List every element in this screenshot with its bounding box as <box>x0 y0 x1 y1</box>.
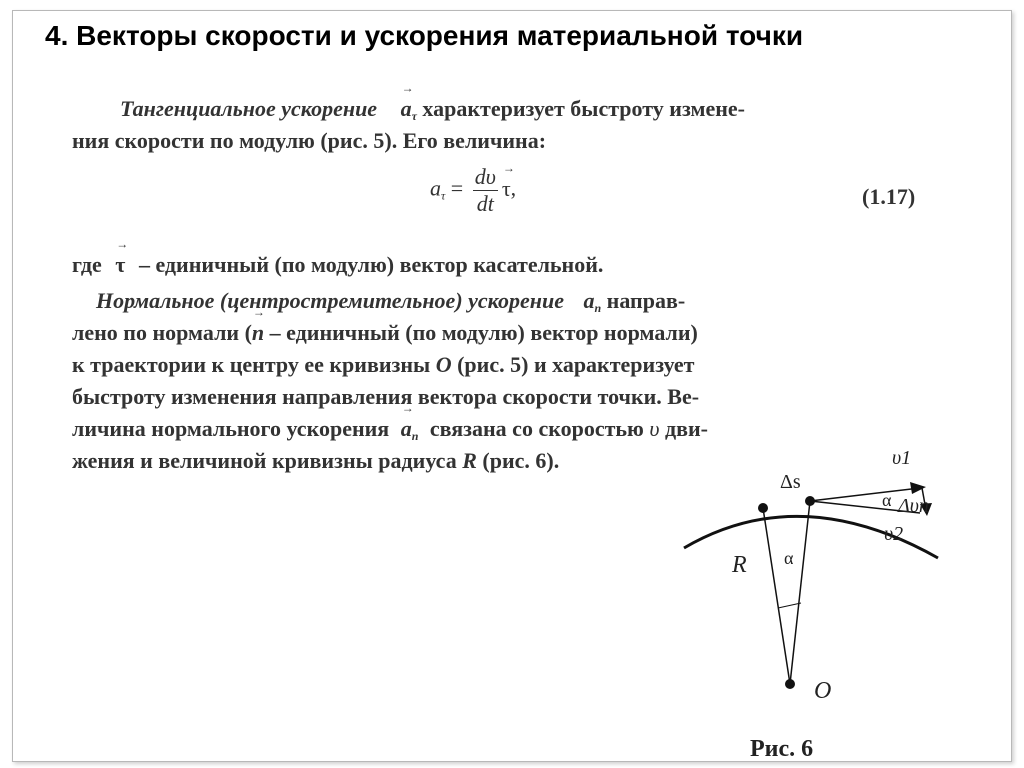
angle-arc-center <box>778 603 801 608</box>
velocity-v1-arrowhead <box>910 482 926 494</box>
paragraph2-line1: Нормальное (центростремительное) ускорение $a_n$ направ- <box>96 288 686 315</box>
radius-line-left <box>763 508 790 684</box>
where-line: где → τ – единичный (по модулю) вектор касательной. <box>72 252 603 278</box>
slide-title: 4. Векторы скорости и ускорения материальной точки <box>45 20 804 51</box>
figure-6-diagram <box>670 440 960 760</box>
n-vector-symbol: → n <box>252 320 264 346</box>
label-R: R <box>732 552 747 578</box>
paragraph1-line2: ния скорости по модулю (рис. 5). Его величина: <box>72 128 547 153</box>
label-O: O <box>814 678 832 704</box>
label-alpha-center: α <box>784 548 794 568</box>
a-tau-symbol: → $a_\tau$ <box>401 96 417 124</box>
paragraph2-line2: лено по нормали (→ n – единичный (по модулю) вектор нормали) <box>72 320 698 346</box>
paragraph1-line1-rest: характеризует быстроту измене- <box>422 96 745 121</box>
label-alpha-top: α <box>882 490 892 510</box>
label-delta-vn: Δυn <box>898 495 929 517</box>
formula-fraction: $\frac{d\upsilon}{dt}$ <box>474 164 496 216</box>
tangential-term: Тангенциальное ускорение <box>120 96 378 121</box>
point-1 <box>758 503 768 513</box>
radius-line-right <box>790 501 810 684</box>
formula-1-17: $a_\tau$ = $\frac{d\upsilon}{dt}$ → τ, <box>430 164 516 217</box>
formula-number: (1.17) <box>862 184 916 209</box>
label-delta-s: Δs <box>780 471 801 493</box>
paragraph2-line3: к траектории к центру ее кривизны О (рис. 5) и характеризует <box>72 352 695 377</box>
a-n-symbol: $a_n$ <box>583 288 602 315</box>
label-v1: υ1 <box>892 447 912 469</box>
center-point-O <box>785 679 795 689</box>
paragraph2-line4: быстроту изменения направления вектора скорости точки. Ве- <box>72 384 700 409</box>
label-v2: υ2 <box>884 523 904 545</box>
tau-unit-vector-symbol: → τ <box>115 252 125 278</box>
figure-caption: Рис. 6 <box>750 736 814 760</box>
normal-term: Нормальное (центростремительное) ускорение <box>96 288 564 313</box>
tau-vector-symbol: → τ <box>502 176 511 202</box>
paragraph2-line6: жения и величиной кривизны радиуса R (рис. 6). <box>72 448 560 473</box>
paragraph2-line5: личина нормального ускорения → $a_n$ связана со скоростью υ дви- <box>72 416 708 444</box>
a-n-vector-symbol: → $a_n$ <box>401 416 419 444</box>
paragraph1-line1 <box>120 96 745 124</box>
